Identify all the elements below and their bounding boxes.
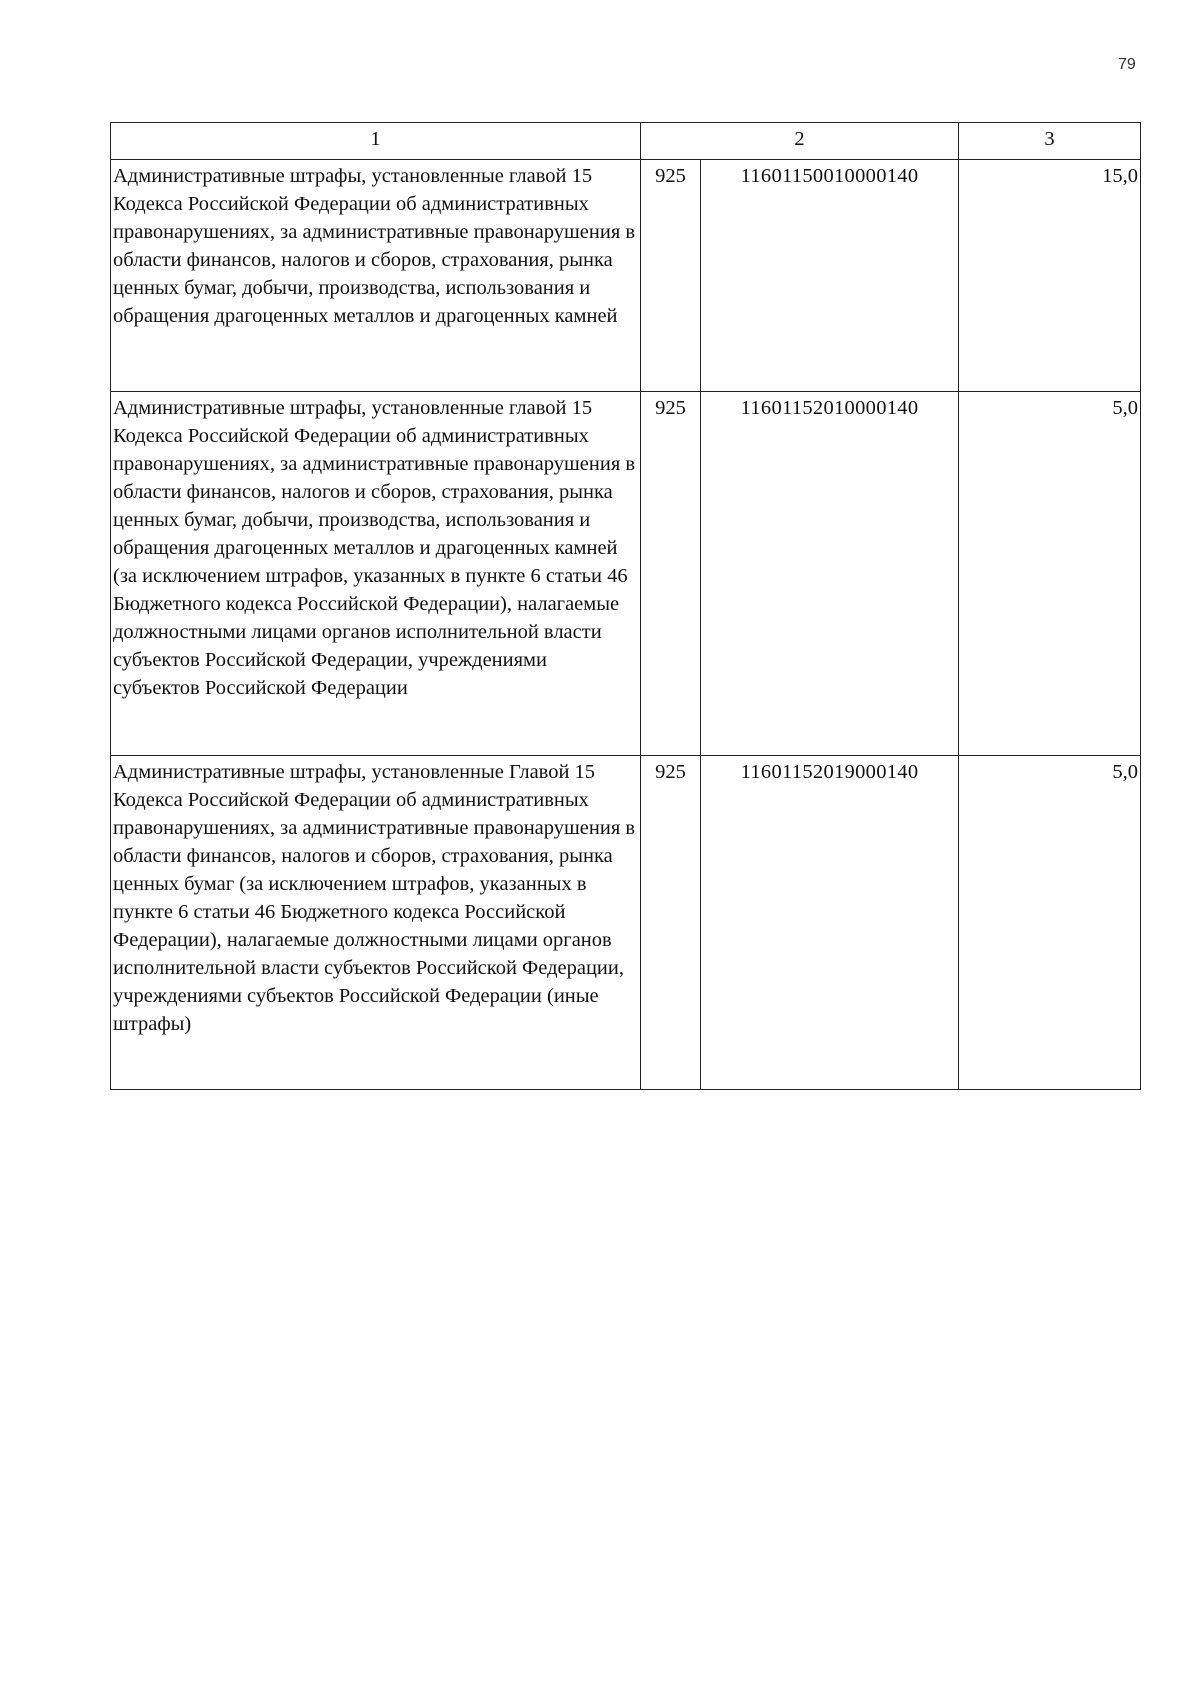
table-row: [111, 756, 1141, 1090]
row-admin-code: 925: [641, 392, 701, 756]
row-kbk-code: 11601152010000140: [701, 392, 959, 756]
row-admin-code: 925: [641, 160, 701, 392]
row-description: Административные штрафы, установленные Главой 15 Кодекса Российской Федерации об административных правонарушениях, за административные правонарушения в области финансов, налогов и сборов, страхования, рынка ценных бумаг (за исключением штрафов, указанных в пункте 6 статьи 46 Бюджетного кодекса Российской Федерации), налагаемые должностными лицами органов исполнительной власти субъектов Российской Федерации, учреждениями субъектов Российской Федерации (иные штрафы): [111, 756, 641, 1090]
row-amount: 5,0: [959, 756, 1141, 1090]
table-header-row: [111, 123, 1141, 160]
row-admin-code: 925: [641, 756, 701, 1090]
row-amount: 15,0: [959, 160, 1141, 392]
table-row: [111, 392, 1141, 756]
row-kbk-code: 11601150010000140: [701, 160, 959, 392]
revenue-table: [110, 122, 1141, 1090]
row-kbk-code: 11601152019000140: [701, 756, 959, 1090]
page-number: 79: [1118, 56, 1136, 73]
column-header-2: 2: [641, 123, 959, 160]
row-amount: 5,0: [959, 392, 1141, 756]
row-description: Административные штрафы, установленные главой 15 Кодекса Российской Федерации об административных правонарушениях, за административные правонарушения в области финансов, налогов и сборов, страхования, рынка ценных бумаг, добычи, производства, использования и обращения драгоценных металлов и драгоценных камней: [111, 160, 641, 392]
table-row: [111, 160, 1141, 392]
row-description: Административные штрафы, установленные главой 15 Кодекса Российской Федерации об административных правонарушениях, за административные правонарушения в области финансов, налогов и сборов, страхования, рынка ценных бумаг, добычи, производства, использования и обращения драгоценных металлов и драгоценных камней (за исключением штрафов, указанных в пункте 6 статьи 46 Бюджетного кодекса Российской Федерации), налагаемые должностными лицами органов исполнительной власти субъектов Российской Федерации, учреждениями субъектов Российской Федерации: [111, 392, 641, 756]
column-header-1: 1: [111, 123, 641, 160]
column-header-3: 3: [959, 123, 1141, 160]
